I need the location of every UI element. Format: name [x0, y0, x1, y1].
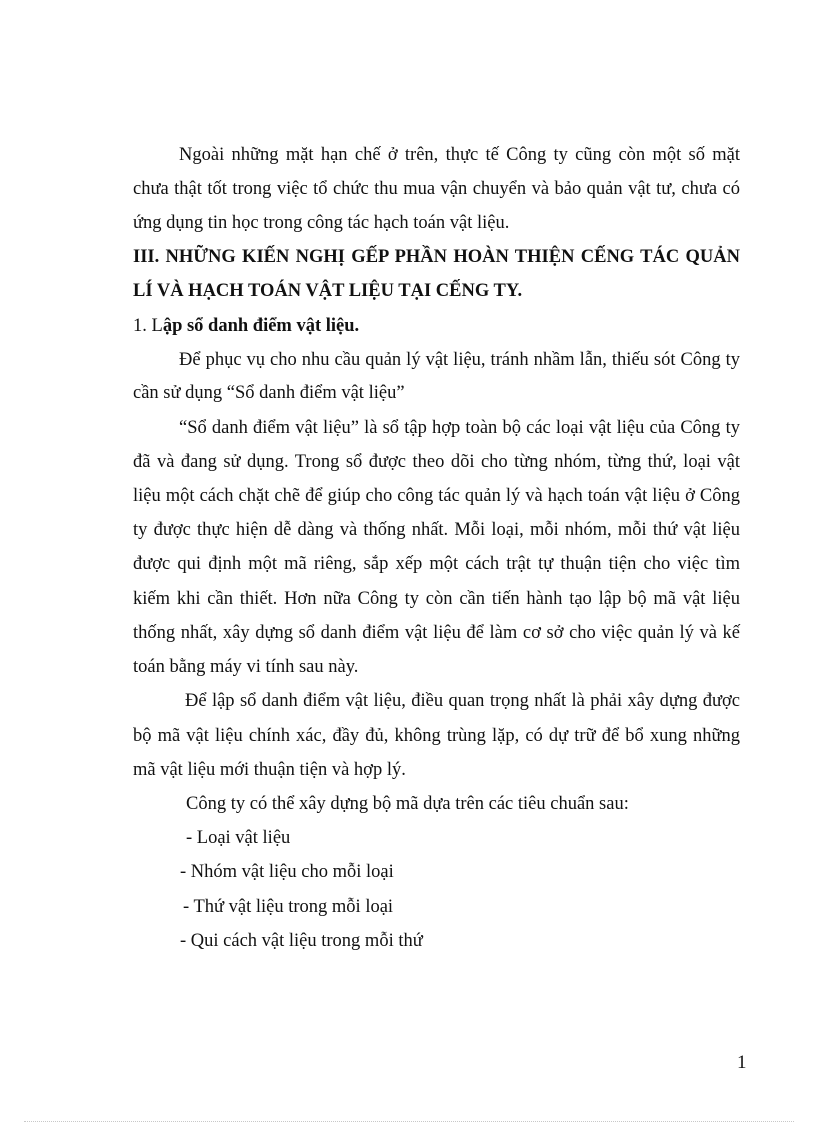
paragraph-2-line: liệu một cách chặt chẽ để giúp cho công tác quản lý và hạch toán vật liệu ở Công	[133, 486, 740, 506]
paragraph-1-line: cần sử dụng “Sổ danh điểm vật liệu”	[133, 383, 405, 403]
subheading-title: ập sổ danh điểm vật liệu.	[162, 316, 360, 336]
criteria-intro: Công ty có thể xây dựng bộ mã dựa trên các tiêu chuẩn sau:	[186, 794, 629, 814]
section-heading-line: III. NHỮNG KIẾN NGHỊ GẾP PHẦN HOÀN THIỆN CẾNG TÁC QUẢN	[133, 247, 740, 267]
criteria-item: - Qui cách vật liệu trong mỗi thứ	[180, 931, 423, 951]
subheading	[133, 315, 359, 337]
subheading-number: 1. L	[133, 316, 163, 336]
intro-paragraph-line: ứng dụng tin học trong công tác hạch toán vật liệu.	[133, 213, 510, 233]
criteria-item: - Loại vật liệu	[186, 828, 291, 848]
paragraph-2-line: ty được thực hiện dễ dàng và thống nhất. Mỗi loại, mỗi nhóm, mỗi thứ vật liệu	[133, 520, 740, 540]
criteria-item: - Thứ vật liệu trong mỗi loại	[183, 897, 394, 917]
paragraph-3-line: Để lập sổ danh điểm vật liệu, điều quan trọng nhất là phải xây dựng được	[185, 691, 740, 711]
intro-paragraph-line: chưa thật tốt trong việc tổ chức thu mua vận chuyển và bảo quản vật tư, chưa có	[133, 179, 740, 199]
paragraph-2-line: đã và đang sử dụng. Trong sổ được theo dõi cho từng nhóm, từng thứ, loại vật	[133, 452, 740, 472]
criteria-item: - Nhóm vật liệu cho mỗi loại	[180, 862, 394, 882]
paragraph-3-line: bộ mã vật liệu chính xác, đầy đủ, không trùng lặp, có dự trữ để bổ xung những	[133, 726, 740, 746]
page-bottom-divider	[24, 1121, 794, 1122]
intro-paragraph-line: Ngoài những mặt hạn chế ở trên, thực tế Công ty cũng còn một số mặt	[179, 145, 740, 165]
paragraph-2-line: thống nhất, xây dựng sổ danh điểm vật liệu để làm cơ sở cho việc quản lý và kế	[133, 623, 740, 643]
paragraph-2-line: toán bằng máy vi tính sau này.	[133, 657, 359, 677]
paragraph-1-line: Để phục vụ cho nhu cầu quản lý vật liệu, tránh nhầm lẫn, thiếu sót Công ty	[179, 350, 740, 370]
paragraph-2-line: được qui định một mã riêng, sắp xếp một cách trật tự thuận tiện cho việc tìm	[133, 554, 740, 574]
paragraph-2-line: kiếm khi cần thiết. Hơn nữa Công ty còn cần tiến hành tạo lập bộ mã vật liệu	[133, 589, 740, 609]
page-number: 1	[737, 1052, 747, 1073]
paragraph-3-line: mã vật liệu mới thuận tiện và hợp lý.	[133, 760, 406, 780]
paragraph-2-line: “Sổ danh điểm vật liệu” là sổ tập hợp toàn bộ các loại vật liệu của Công ty	[179, 418, 740, 438]
section-heading-line: LÍ VÀ HẠCH TOÁN VẬT LIỆU TẠI CẾNG TY.	[133, 281, 523, 301]
